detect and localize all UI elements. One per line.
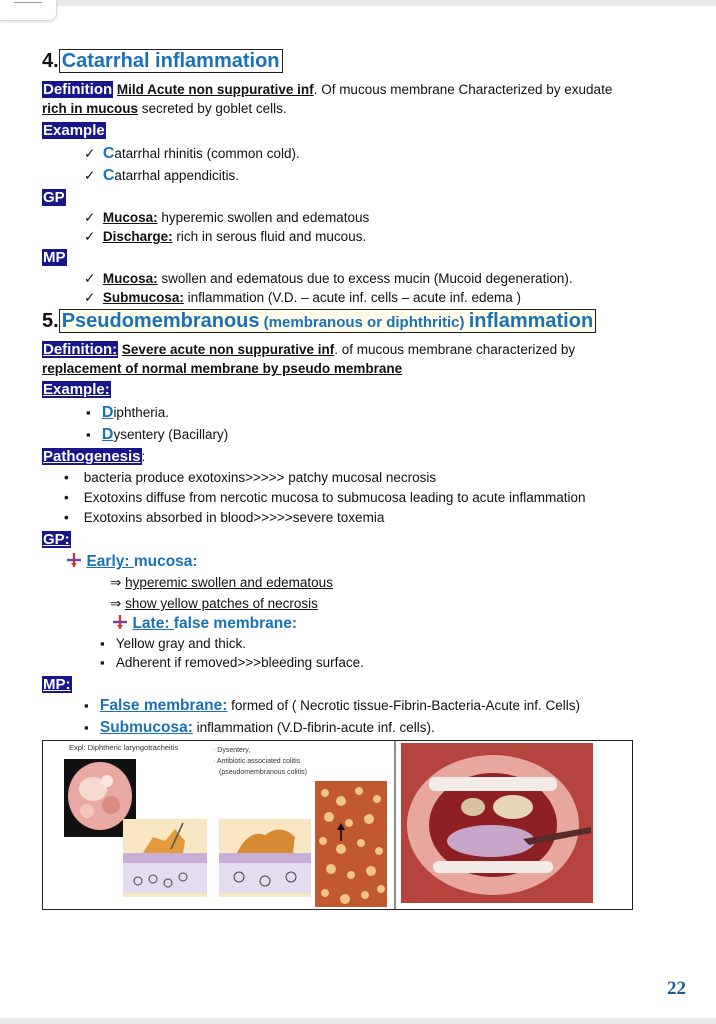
- arrow-icon: ⇒: [110, 596, 122, 611]
- arrow-icon: ⇒: [110, 575, 122, 590]
- example-cap: D: [101, 426, 114, 443]
- dot-bullet-icon: •: [64, 510, 69, 525]
- example-text: ysentery (Bacillary): [113, 427, 229, 442]
- pathogenesis-text: Exotoxins diffuse from nercotic mucosa to submucosa leading to acute inflammation: [83, 490, 586, 505]
- menu-icon: [14, 2, 42, 3]
- section-5-number: 5.: [42, 310, 59, 332]
- mp-label: MP:: [43, 676, 71, 693]
- example-item: [86, 426, 228, 444]
- late-item: [100, 636, 246, 651]
- mp-text: formed of ( Necrotic tissue-Fibrin-Bacteria-Acute inf. Cells): [227, 698, 580, 713]
- definition-line2-underlined: rich in mucous: [42, 101, 139, 116]
- definition-line2: replacement of normal membrane by pseudo membrane: [42, 361, 403, 376]
- section-5-title: [59, 309, 596, 333]
- figure-caption-left: Expl: Diphtheric laryngotracheitis: [69, 743, 179, 752]
- gp-text: hyperemic swollen and edematous: [157, 210, 370, 225]
- bottom-border: [0, 1018, 716, 1024]
- top-border: [0, 0, 716, 6]
- example-label: Example:: [43, 381, 110, 398]
- early-item: [110, 575, 333, 591]
- mucosa-diagram-1: [123, 819, 207, 897]
- example-label: Example: [43, 122, 105, 139]
- section-5-title-paren: (membranous or diphthritic): [259, 314, 469, 331]
- check-icon: ✓: [84, 271, 96, 286]
- late-item-text: Yellow gray and thick.: [115, 636, 246, 651]
- definition-lead: Severe acute non suppurative inf: [121, 342, 335, 357]
- pin-icon: [66, 552, 82, 568]
- section-5-title-main: Pseudomembranous: [61, 310, 260, 332]
- section-4-definition-line2: [42, 101, 287, 116]
- pharynx-photo-image: [401, 743, 593, 903]
- example-cap: C: [102, 167, 115, 184]
- square-bullet-icon: ▪: [86, 405, 91, 420]
- definition-line2-rest: secreted by goblet cells.: [138, 101, 287, 116]
- mp-text: swollen and edematous due to excess mucin (Mucoid degeneration).: [157, 271, 573, 286]
- section-5-definition: [42, 341, 575, 358]
- section-4-title: Catarrhal inflammation: [59, 49, 283, 73]
- check-icon: ✓: [84, 210, 96, 225]
- figure-panel: [42, 740, 633, 910]
- section-5-heading: [42, 310, 596, 333]
- early-heading: [66, 552, 198, 571]
- mp-item: [84, 290, 521, 306]
- definition-label: Definition:: [43, 341, 118, 358]
- gp-label: GP: [43, 189, 65, 206]
- gp-text: rich in serous fluid and mucous.: [172, 229, 367, 244]
- mp-term: False membrane:: [99, 697, 228, 714]
- pin-icon: [112, 614, 128, 630]
- late-label: Late:: [132, 615, 174, 632]
- square-bullet-icon: ▪: [86, 427, 91, 442]
- pathogenesis-text: bacteria produce exotoxins>>>>> patchy mucosal necrosis: [83, 470, 437, 485]
- mp-item: [84, 719, 435, 737]
- check-icon: ✓: [84, 229, 96, 244]
- gp-term: Discharge:: [102, 229, 173, 244]
- mucosa-diagram-2: [219, 819, 311, 897]
- early-item-text: show yellow patches of necrosis: [125, 596, 318, 611]
- definition-label: Definition: [43, 81, 113, 98]
- example-text: iphtheria.: [113, 405, 169, 420]
- square-bullet-icon: ▪: [100, 636, 105, 651]
- mp-text: inflammation (V.D. – acute inf. cells – acute inf. edema ): [183, 290, 522, 305]
- figure-illustrations: [43, 741, 632, 909]
- definition-rest: . of mucous membrane characterized by: [334, 342, 576, 357]
- definition-lead: Mild Acute non suppurative inf: [116, 82, 314, 97]
- example-text: atarrhal appendicitis.: [114, 168, 239, 183]
- early-label: Early:: [86, 553, 134, 570]
- section-5-title-end: inflammation: [468, 310, 594, 332]
- dot-bullet-icon: •: [64, 490, 69, 505]
- definition-rest: . Of mucous membrane Characterized by exudate: [313, 82, 613, 97]
- square-bullet-icon: ▪: [84, 698, 89, 713]
- pathogenesis-item: [64, 510, 384, 525]
- pathogenesis-text: Exotoxins absorbed in blood>>>>>severe toxemia: [83, 510, 385, 525]
- example-cap: C: [102, 145, 115, 162]
- figure-caption-mid-2: · Antibiotic associated colitis: [213, 758, 301, 765]
- mp-text: inflammation (V.D-fibrin-acute inf. cells).: [192, 720, 435, 735]
- square-bullet-icon: ▪: [100, 655, 105, 670]
- example-item: [84, 167, 239, 185]
- pathogenesis-label: Pathogenesis: [43, 448, 141, 465]
- section-4-number: 4.: [42, 50, 59, 72]
- section-4-heading: [42, 50, 283, 73]
- dot-bullet-icon: •: [64, 470, 69, 485]
- pathogenesis-item: [64, 490, 586, 505]
- early-rest: mucosa:: [133, 553, 198, 570]
- example-item: [84, 145, 300, 163]
- mp-term: Submucosa:: [102, 290, 184, 305]
- mp-label: MP: [43, 249, 66, 266]
- mp-item: [84, 697, 580, 715]
- mp-term: Mucosa:: [102, 271, 158, 286]
- late-heading: [112, 614, 297, 633]
- check-icon: ✓: [84, 146, 96, 161]
- mp-term: Submucosa:: [99, 719, 193, 736]
- example-cap: D: [101, 404, 114, 421]
- figure-caption-mid-1: · Dysentery,: [213, 747, 251, 754]
- gp-label: GP:: [43, 531, 70, 548]
- pathogenesis-item: [64, 470, 436, 485]
- early-item: [110, 596, 318, 612]
- gp-term: Mucosa:: [102, 210, 158, 225]
- gp-item: [84, 210, 369, 226]
- figure-caption-mid-3: (pseudomembranous colitis): [219, 769, 307, 776]
- colitis-photo-image: [315, 781, 387, 907]
- pathogenesis-colon: :: [141, 449, 146, 464]
- example-text: atarrhal rhinitis (common cold).: [114, 146, 300, 161]
- check-icon: ✓: [84, 290, 96, 305]
- mp-item: [84, 271, 573, 287]
- square-bullet-icon: ▪: [84, 720, 89, 735]
- check-icon: ✓: [84, 168, 96, 183]
- menu-tab[interactable]: [0, 0, 57, 21]
- example-item: [86, 404, 169, 422]
- late-item-text: Adherent if removed>>>bleeding surface.: [115, 655, 364, 670]
- late-rest: false membrane:: [173, 615, 297, 632]
- early-item-text: hyperemic swollen and edematous: [125, 575, 333, 590]
- section-4-definition: [42, 81, 612, 98]
- gp-item: [84, 229, 366, 245]
- late-item: [100, 655, 364, 670]
- page-number: 22: [667, 978, 686, 999]
